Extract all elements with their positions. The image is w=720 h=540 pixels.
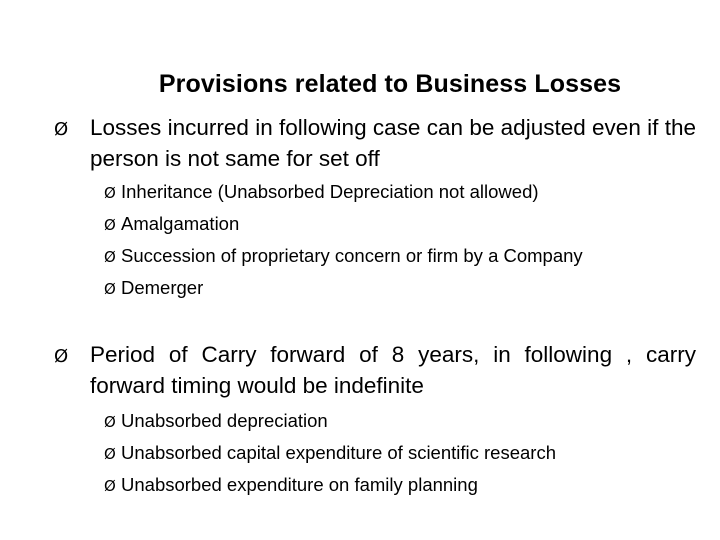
arrow-bullet-icon: Ø: [104, 445, 116, 463]
sub-item-text: Inheritance (Unabsorbed Depreciation not allowed): [121, 181, 539, 202]
bullet-text: Losses incurred in following case can be adjusted even if the person is not same for set off: [90, 115, 696, 171]
arrow-bullet-icon: Ø: [104, 477, 116, 495]
sub-item-text: Demerger: [121, 277, 204, 298]
arrow-bullet-icon: Ø: [54, 346, 69, 367]
sub-item-text: Unabsorbed depreciation: [121, 410, 328, 431]
sub-item-family-planning: [104, 469, 704, 502]
sub-item-amalgamation: [104, 208, 704, 241]
bullet-carry-over-persons: [54, 113, 696, 173]
slide-title: Provisions related to Business Losses: [158, 70, 622, 98]
sub-item-unabsorbed-depreciation: [104, 405, 704, 438]
arrow-bullet-icon: Ø: [104, 280, 116, 298]
sub-item-text: Succession of proprietary concern or firm by a Company: [121, 245, 583, 266]
sub-item-text: Unabsorbed capital expenditure of scientific research: [121, 442, 556, 463]
sub-item-text: Amalgamation: [121, 213, 240, 234]
sub-item-capital-expenditure: [104, 437, 704, 470]
arrow-bullet-icon: Ø: [54, 119, 69, 140]
arrow-bullet-icon: Ø: [104, 413, 116, 431]
arrow-bullet-icon: Ø: [104, 184, 116, 202]
sub-item-text: Unabsorbed expenditure on family planning: [121, 474, 478, 495]
arrow-bullet-icon: Ø: [104, 216, 116, 234]
arrow-bullet-icon: Ø: [104, 248, 116, 266]
sub-item-demerger: [104, 272, 704, 305]
bullet-text: Period of Carry forward of 8 years, in following , carry forward timing would be indefinite: [90, 342, 696, 398]
sub-item-succession: [104, 240, 704, 273]
sub-item-inheritance: [104, 176, 704, 209]
bullet-carry-forward-period: [54, 340, 696, 400]
